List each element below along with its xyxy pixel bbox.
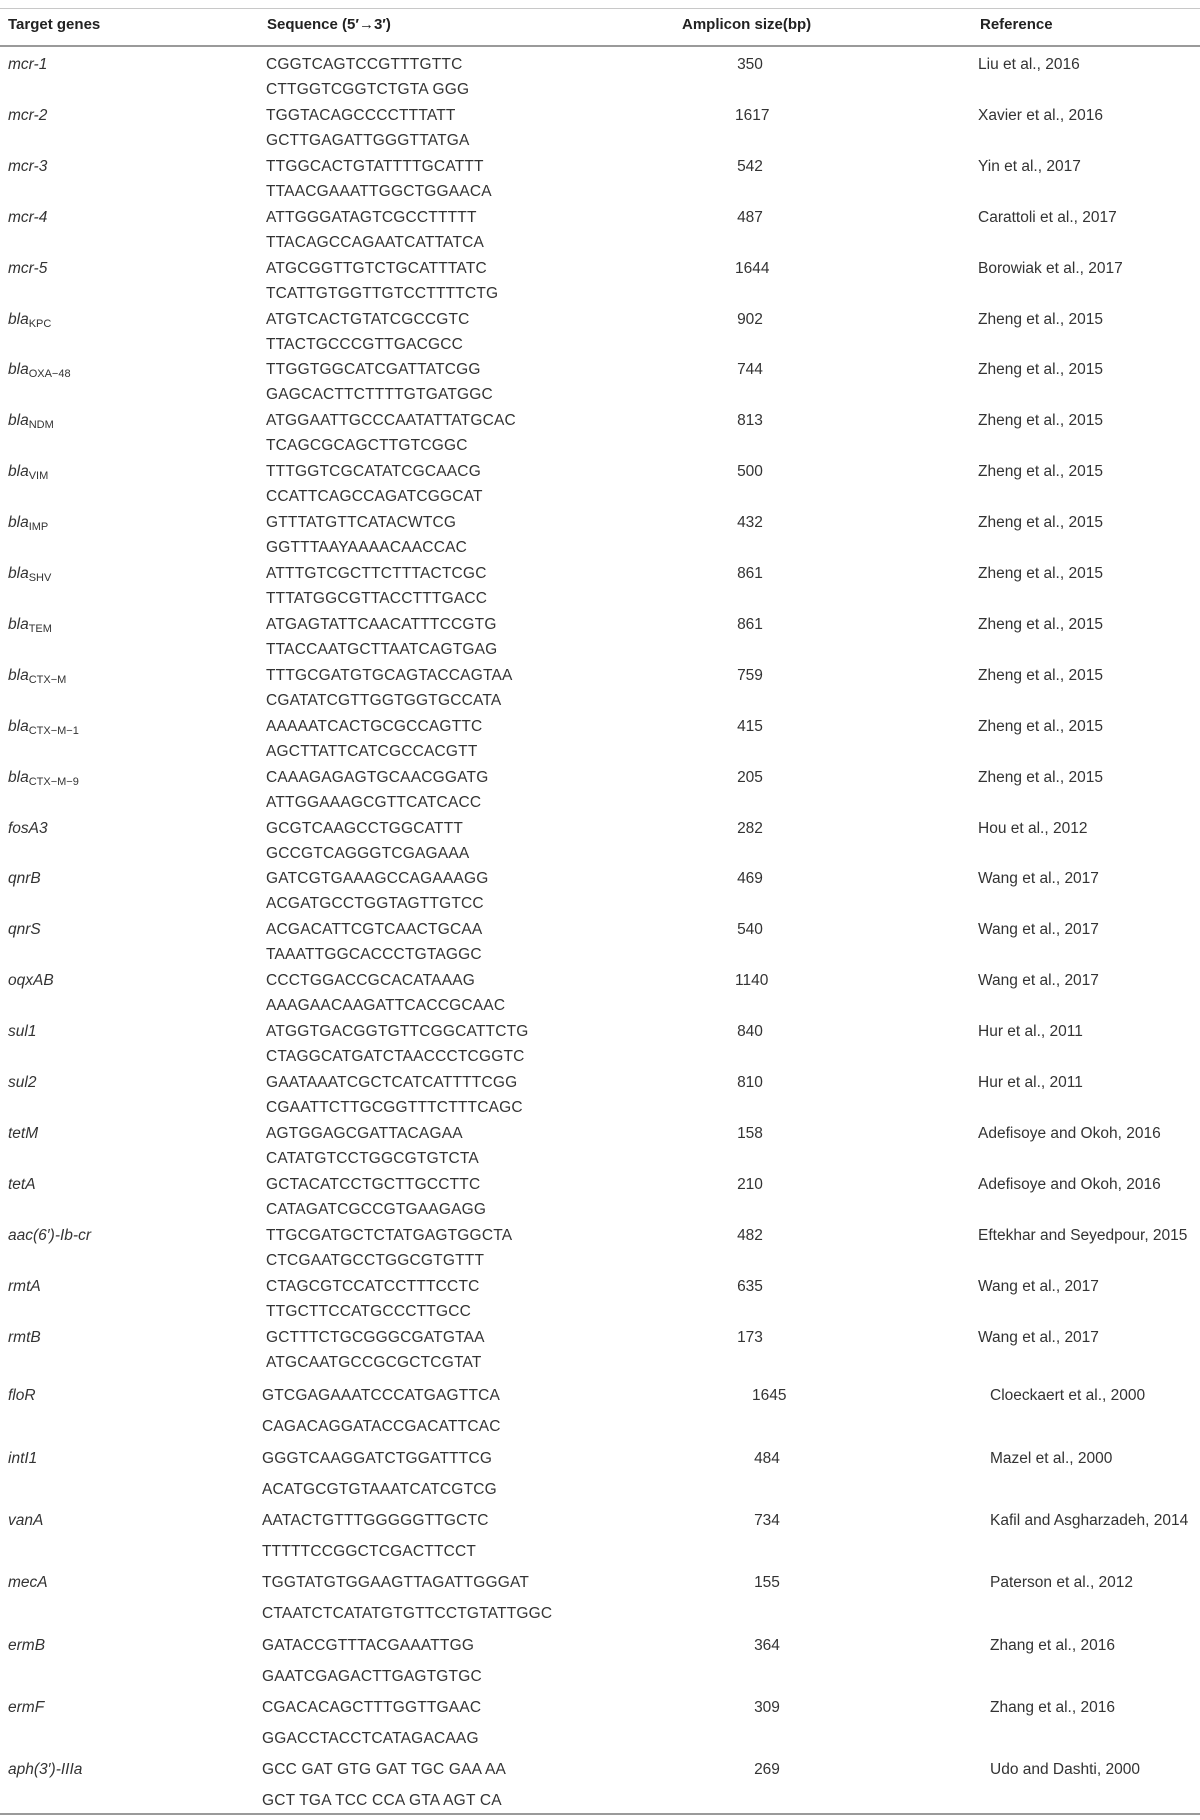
forward-primer: CTAGCGTCCATCCTTTCCTC [266,1277,480,1295]
header-amplicon-size: Amplicon size(bp) [682,16,812,33]
forward-primer: ATTTGTCGCTTCTTTACTCGC [266,565,487,582]
sequence-cell [266,866,488,916]
forward-primer: GATCGTGAAAGCCAGAAAGG [266,870,489,888]
reference: Wang et al., 2017 [978,921,1099,939]
amplicon-size: 1645 [752,1387,787,1405]
sequence-cell [262,1695,481,1751]
reverse-primer: TCAGCGCAGCTTGTCGGC [266,437,468,455]
forward-primer: GTCGAGAAATCCCATGAGTTCA [262,1387,501,1405]
reference: Zheng et al., 2015 [978,615,1103,633]
gene-name: mcr-4 [8,208,48,226]
gene-cell [8,1446,37,1471]
reverse-primer: TCATTGTGGTTGTCCTTTTCTG [266,284,499,302]
reverse-primer: GCTTGAGATTGGGTTATGA [266,131,470,149]
gene-subscript: CTX−M−9 [28,775,79,788]
sequence-cell [266,917,482,967]
forward-primer: AGTGGAGCGATTACAGAA [266,1124,463,1142]
sequence-cell [262,1508,489,1564]
gene-cell [8,1019,36,1044]
forward-primer: AATACTGTTTGGGGGTTGCTC [262,1512,489,1529]
gene-name: qnrB [8,870,41,888]
reference: Cloeckaert et al., 2000 [990,1387,1146,1405]
reference: Wang et al., 2017 [978,972,1099,990]
reverse-primer: TTAACGAAATTGGCTGGAACA [266,182,492,200]
sequence-cell [266,357,493,407]
reference: Kafil and Asgharzadeh, 2014 [990,1512,1189,1529]
reverse-primer: ACATGCGTGTAAATCATCGTCG [262,1480,497,1498]
gene-name: ermF [8,1698,45,1716]
amplicon-size: 282 [737,819,763,837]
amplicon-size: 158 [737,1124,763,1142]
sequence-cell [266,459,483,509]
header-target-genes: Target genes [8,16,101,33]
gene-cell [8,357,71,387]
reverse-primer: CTCGAATGCCTGGCGTGTTT [266,1251,485,1269]
reference: Eftekhar and Seyedpour, 2015 [978,1226,1188,1244]
forward-primer: TTGCGATGCTCTATGAGTGGCTA [266,1226,513,1244]
forward-primer: CGACACAGCTTTGGTTGAAC [262,1698,482,1716]
reference: Xavier et al., 2016 [978,106,1103,124]
amplicon-size: 487 [737,208,763,226]
amplicon-size: 210 [737,1175,763,1193]
gene-cell [8,968,54,993]
reverse-primer: CATAGATCGCCGTGAAGAGG [266,1200,487,1218]
gene-name: bla [8,412,29,430]
gene-cell [8,714,79,744]
sequence-cell [262,1446,497,1502]
gene-name: bla [8,514,29,532]
forward-primer: GAATAAATCGCTCATCATTTTCGG [266,1074,518,1091]
forward-primer: ATGTCACTGTATCGCCGTC [266,310,470,328]
amplicon-size: 469 [737,870,763,888]
gene-name: qnrS [8,921,41,939]
forward-primer: CGGTCAGTCCGTTTGTTC [266,56,463,73]
gene-cell [8,1633,45,1658]
amplicon-size: 540 [737,921,763,939]
gene-name: tetA [8,1175,36,1193]
gene-name: mcr-3 [8,157,48,175]
amplicon-size: 484 [754,1449,780,1467]
reference: Hou et al., 2012 [978,819,1088,837]
gene-cell [8,917,41,942]
gene-cell [8,1695,44,1720]
amplicon-size: 1617 [735,106,770,124]
amplicon-size: 309 [754,1698,780,1716]
reverse-primer: ACGATGCCTGGTAGTTGTCC [266,895,484,913]
forward-primer: GCC GAT GTG GAT TGC GAA AA [262,1761,507,1779]
reverse-primer: TTTATGGCGTTACCTTTGACC [266,590,488,607]
gene-subscript: IMP [28,521,49,534]
forward-primer: AAAAATCACTGCGCCAGTTC [266,717,483,735]
reference: Yin et al., 2017 [978,157,1081,175]
reference: Adefisoye and Okoh, 2016 [978,1175,1161,1193]
sequence-cell [266,1274,480,1324]
gene-name: ermB [8,1636,46,1654]
reverse-primer: CTAATCTCATATGTGTTCCTGTATTGGC [262,1605,553,1623]
reference: Carattoli et al., 2017 [978,208,1117,226]
reverse-primer: GGACCTACCTCATAGACAAG [262,1729,479,1747]
reference: Zheng et al., 2015 [978,666,1103,684]
gene-cell [8,866,41,891]
sequence-cell [266,968,505,1018]
gene-name: bla [8,717,29,735]
gene-name: vanA [8,1512,44,1529]
sequence-cell [266,714,482,764]
amplicon-size: 635 [737,1277,763,1295]
amplicon-size: 1140 [735,972,769,990]
gene-cell [8,256,47,281]
gene-name: rmtA [8,1277,41,1295]
forward-primer: ATGGAATTGCCCAATATTATGCAC [266,412,516,430]
sequence-cell [262,1570,552,1626]
gene-subscript: NDM [28,419,54,432]
gene-subscript: CTX−M [28,673,67,686]
gene-cell [8,1757,82,1782]
forward-primer: GCGTCAAGCCTGGCATTT [266,819,464,837]
forward-primer: GGGTCAAGGATCTGGATTTCG [262,1449,493,1467]
forward-primer: TGGTACAGCCCCTTTATT [266,106,456,124]
sequence-cell [266,561,487,611]
reference: Zheng et al., 2015 [978,361,1103,379]
forward-primer: ATTGGGATAGTCGCCTTTTT [266,208,477,226]
amplicon-size: 861 [737,615,763,633]
sequence-cell [266,154,492,204]
gene-cell [8,1172,36,1197]
reverse-primer: CGATATCGTTGGTGGTGCCATA [266,691,502,709]
sequence-cell [262,1633,482,1689]
reference: Wang et al., 2017 [978,870,1099,888]
forward-primer: ATGCGGTTGTCTGCATTTATC [266,259,487,277]
gene-name: oqxAB [8,972,54,990]
amplicon-size: 269 [754,1761,780,1779]
reverse-primer: TTACCAATGCTTAATCAGTGAG [266,640,498,658]
gene-name: sul1 [8,1023,37,1041]
reverse-primer: GAGCACTTCTTTTGTGATGGC [266,386,493,404]
header-reference: Reference [980,16,1053,33]
gene-name: intI1 [8,1449,38,1467]
reference: Liu et al., 2016 [978,56,1080,73]
reverse-primer: TTACAGCCAGAATCATTATCA [266,233,485,251]
gene-cell [8,154,47,179]
reference: Zheng et al., 2015 [978,412,1103,430]
header-sequence: Sequence (5′→3′) [267,16,391,33]
reference: Zhang et al., 2016 [990,1636,1115,1654]
sequence-cell [266,1070,523,1120]
gene-cell [8,1223,91,1248]
gene-subscript: VIM [28,470,49,483]
sequence-cell [266,103,470,153]
forward-primer: GTTTATGTTCATACWTCG [266,514,457,532]
header-rule [0,45,1200,47]
sequence-cell [266,765,488,815]
reverse-primer: CAGACAGGATACCGACATTCAC [262,1418,501,1436]
forward-primer: ACGACATTCGTCAACTGCAA [266,921,483,939]
gene-name: mcr-1 [8,56,48,73]
amplicon-size: 173 [737,1328,763,1346]
amplicon-size: 415 [737,717,763,735]
reference: Wang et al., 2017 [978,1277,1099,1295]
amplicon-size: 364 [754,1636,780,1654]
forward-primer: ATGGTGACGGTGTTCGGCATTCTG [266,1023,529,1041]
sequence-cell [266,1172,486,1222]
gene-name: bla [8,615,29,633]
reverse-primer: ATTGGAAAGCGTTCATCACC [266,793,482,811]
amplicon-size: 813 [737,412,763,430]
sequence-cell [266,1223,512,1273]
amplicon-size: 759 [737,666,763,684]
gene-cell [8,408,54,438]
amplicon-size: 500 [737,463,763,481]
reference: Udo and Dashti, 2000 [990,1761,1140,1779]
table-bottom-rule [0,1813,1200,1815]
amplicon-size: 902 [737,310,763,328]
gene-name: aph(3′)-IIIa [8,1761,83,1779]
gene-cell [8,561,51,591]
amplicon-size: 734 [754,1512,780,1529]
reference: Hur et al., 2011 [978,1023,1083,1041]
gene-name: mecA [8,1574,48,1592]
sequence-cell [266,612,497,662]
reverse-primer: CTTGGTCGGTCTGTA GGG [266,81,470,98]
reference: Zheng et al., 2015 [978,768,1103,786]
gene-subscript: OXA−48 [28,368,71,381]
sequence-cell [266,256,498,306]
reverse-primer: GCCGTCAGGGTCGAGAAA [266,844,470,862]
reference: Zheng et al., 2015 [978,565,1103,582]
gene-cell [8,1070,36,1095]
gene-name: mcr-2 [8,106,48,124]
gene-cell [8,663,66,693]
gene-name: floR [8,1387,36,1405]
reference: Hur et al., 2011 [978,1074,1083,1091]
forward-primer: TTGGCACTGTATTTTGCATTT [266,157,484,175]
reverse-primer: CATATGTCCTGGCGTGTCTA [266,1149,479,1167]
sequence-cell [266,1325,485,1375]
reverse-primer: GAATCGAGACTTGAGTGTGC [262,1667,482,1685]
reference: Zheng et al., 2015 [978,514,1103,532]
reverse-primer: GGTTTAAYAAAACAACCAC [266,539,468,557]
amplicon-size: 205 [737,768,763,786]
forward-primer: GATACCGTTTACGAAATTGG [262,1636,475,1654]
sequence-cell [266,510,467,560]
gene-name: bla [8,361,29,379]
forward-primer: CAAAGAGAGTGCAACGGATG [266,768,489,786]
reverse-primer: AGCTTATTCATCGCCACGTT [266,742,478,760]
reference: Paterson et al., 2012 [990,1574,1134,1592]
amplicon-size: 542 [737,157,763,175]
gene-cell [8,1383,36,1408]
gene-name: bla [8,565,29,582]
forward-primer: ATGAGTATTCAACATTTCCGTG [266,615,497,633]
reference: Zheng et al., 2015 [978,717,1103,735]
forward-primer: TTTGCGATGTGCAGTACCAGTAA [266,666,513,684]
gene-name: mcr-5 [8,259,48,277]
forward-primer: TTGGTGGCATCGATTATCGG [266,361,481,379]
forward-primer: TTTGGTCGCATATCGCAACG [266,463,481,481]
reverse-primer: CGAATTCTTGCGGTTTCTTTCAGC [266,1099,523,1116]
gene-name: sul2 [8,1074,37,1091]
reverse-primer: TTACTGCCCGTTGACGCC [266,335,464,353]
gene-cell [8,612,52,642]
gene-cell [8,816,48,841]
reverse-primer: GCT TGA TCC CCA GTA AGT CA [262,1792,502,1810]
gene-cell [8,1325,41,1350]
gene-cell [8,52,47,77]
gene-cell [8,1570,48,1595]
forward-primer: GCTACATCCTGCTTGCCTTC [266,1175,481,1193]
gene-name: bla [8,463,29,481]
amplicon-size: 861 [737,565,763,582]
sequence-cell [266,1019,529,1069]
gene-cell [8,1508,43,1533]
reference: Zheng et al., 2015 [978,463,1103,481]
gene-name: aac(6′)-Ib-cr [8,1226,92,1244]
sequence-cell [266,307,470,357]
gene-cell [8,1121,38,1146]
gene-cell [8,510,48,540]
sequence-cell [262,1383,501,1439]
gene-cell [8,765,79,795]
gene-name: bla [8,768,29,786]
gene-subscript: SHV [28,572,52,584]
sequence-cell [262,1757,506,1813]
forward-primer: TGGTATGTGGAAGTTAGATTGGGAT [262,1574,530,1592]
forward-primer: GCTTTCTGCGGGCGATGTAA [266,1328,485,1346]
forward-primer: CCCTGGACCGCACATAAAG [266,972,476,990]
reverse-primer: TTGCTTCCATGCCCTTGCC [266,1302,471,1320]
gene-cell [8,459,48,489]
sequence-cell [266,52,469,102]
amplicon-size: 155 [754,1574,780,1592]
sequence-cell [266,1121,479,1171]
gene-subscript: KPC [28,317,52,330]
sequence-cell [266,408,516,458]
gene-subscript: CTX−M−1 [28,724,79,737]
gene-cell [8,205,47,230]
gene-cell [8,307,51,337]
reverse-primer: CCATTCAGCCAGATCGGCAT [266,488,483,506]
amplicon-size: 432 [737,514,763,532]
reverse-primer: TAAATTGGCACCCTGTAGGC [266,946,482,964]
reverse-primer: AAAGAACAAGATTCACCGCAAC [266,997,506,1015]
amplicon-size: 482 [737,1226,763,1244]
sequence-cell [266,663,513,713]
sequence-cell [266,205,484,255]
reverse-primer: CTAGGCATGATCTAACCCTCGGTC [266,1048,525,1066]
gene-name: bla [8,666,29,684]
sequence-cell [266,816,469,866]
reverse-primer: ATGCAATGCCGCGCTCGTAT [266,1353,482,1371]
table-top-rule [0,8,1200,9]
reverse-primer: TTTTTCCGGCTCGACTTCCT [262,1543,477,1560]
amplicon-size: 1644 [735,259,770,277]
reference: Zheng et al., 2015 [978,310,1103,328]
reference: Mazel et al., 2000 [990,1449,1113,1467]
amplicon-size: 840 [737,1023,763,1041]
reference: Adefisoye and Okoh, 2016 [978,1124,1161,1142]
gene-subscript: TEM [28,622,52,635]
reference: Wang et al., 2017 [978,1328,1099,1346]
gene-name: bla [8,310,29,328]
amplicon-size: 810 [737,1074,763,1091]
gene-cell [8,103,47,128]
gene-name: fosA3 [8,819,48,837]
gene-name: rmtB [8,1328,41,1346]
gene-cell [8,1274,41,1299]
reference: Zhang et al., 2016 [990,1698,1115,1716]
reference: Borowiak et al., 2017 [978,259,1123,277]
amplicon-size: 350 [737,56,763,73]
gene-name: tetM [8,1124,39,1142]
amplicon-size: 744 [737,361,763,379]
